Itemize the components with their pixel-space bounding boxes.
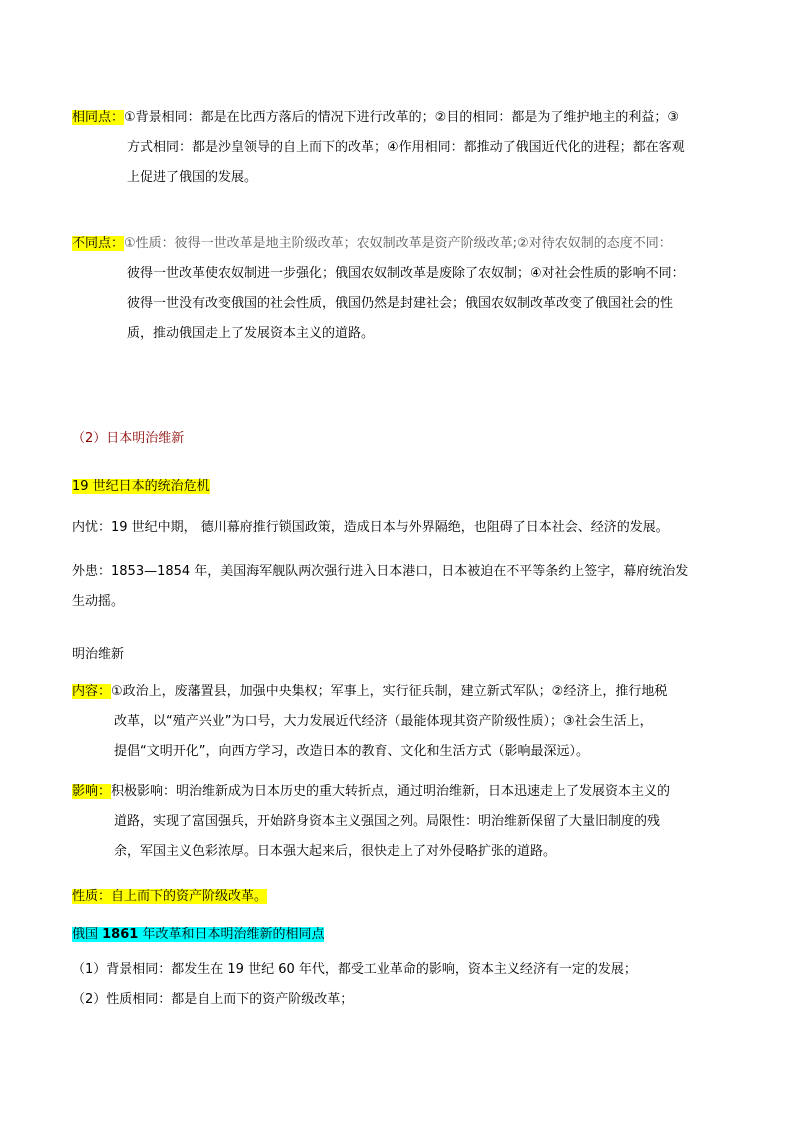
compare-heading: 俄国 1861 年改革和日本明治维新的相同点 bbox=[72, 927, 325, 942]
differences-line-2: 彼得一世改革使农奴制进一步强化；俄国农奴制改革是废除了农奴制；④对社会性质的影响不同： bbox=[127, 266, 685, 281]
crisis-heading: 19 世纪日本的统治危机 bbox=[72, 479, 210, 494]
section-title-meiji: （2）日本明治维新 bbox=[72, 431, 185, 446]
content-label: 内容： bbox=[72, 684, 112, 699]
similarities-line-2: 方式相同：都是沙皇领导的自上而下的改革；④作用相同：都推动了俄国近代化的进程；都在客观 bbox=[127, 140, 685, 155]
crisis-external-line-1: 外患：1853—1854 年，美国海军舰队两次强行进入日本港口，日本被迫在不平等条约上签字，幕府统治发 bbox=[72, 564, 689, 579]
similarities-paragraph bbox=[72, 103, 732, 193]
meiji-impact-first-line bbox=[72, 784, 670, 799]
differences-paragraph bbox=[72, 229, 732, 349]
similarities-label: 相同点 bbox=[72, 110, 112, 125]
meiji-impact-paragraph bbox=[72, 777, 732, 867]
compare-heading-row bbox=[72, 922, 732, 948]
meiji-content-first-line bbox=[72, 684, 667, 699]
differences-line-4: 质，推动俄国走上了发展资本主义的道路。 bbox=[127, 326, 375, 341]
similarities-line-1: ①背景相同：都是在比西方落后的情况下进行改革的；②目的相同：都是为了维护地主的利益；③ bbox=[124, 110, 679, 125]
meiji-nature: 性质：自上而下的资产阶级改革。 bbox=[72, 889, 268, 904]
meiji-impact-line-1: 积极影响：明治维新成为日本历史的重大转折点，通过明治维新，日本迅速走上了发展资本主义的 bbox=[111, 784, 671, 799]
similarities-first-line: 相同点：①背景相同：都是在比西方落后的情况下进行改革的；②目的相同：都是为了维护地主的利益；③ bbox=[72, 110, 679, 125]
meiji-content-line-1: ①政治上，废藩置县，加强中央集权；军事上，实行征兵制，建立新式军队；②经济上，推行地税 bbox=[111, 684, 668, 699]
impact-label: 影响： bbox=[72, 784, 112, 799]
differences-line-1: ①性质：彼得一世改革是地主阶级改革；农奴制改革是资产阶级改革;②对待农奴制的态度不同： bbox=[124, 236, 672, 251]
meiji-impact-line-2: 道路，实现了富国强兵，开始跻身资本主义强国之列。局限性：明治维新保留了大量旧制度的残 bbox=[114, 814, 661, 829]
crisis-heading-row bbox=[72, 474, 732, 500]
similarities-line-3: 上促进了俄国的发展。 bbox=[127, 170, 258, 185]
meiji-impact-line-3: 余，军国主义色彩浓厚。日本强大起来后，很快走上了对外侵略扩张的道路。 bbox=[114, 844, 557, 859]
meiji-nature-row bbox=[72, 884, 732, 910]
differences-first-line: 不同点：①性质：彼得一世改革是地主阶级改革；农奴制改革是资产阶级改革;②对待农奴制的态度不同： bbox=[72, 236, 672, 251]
meiji-content-line-2: 改革，以“殖产兴业”为口号，大力发展近代经济（最能体现其资产阶级性质）；③社会生活上， bbox=[114, 714, 653, 729]
differences-line-3: 彼得一世没有改变俄国的社会性质，俄国仍然是封建社会；俄国农奴制改革改变了俄国社会的性 bbox=[127, 296, 674, 311]
compare-list bbox=[72, 955, 732, 1015]
crisis-internal: 内忧：19 世纪中期， 德川幕府推行锁国政策，造成日本与外界隔绝，也阻碍了日本社会、经济的发展。 bbox=[72, 520, 669, 535]
meiji-heading: 明治维新 bbox=[72, 647, 125, 662]
meiji-content-line-3: 提倡“文明开化”，向西方学习，改造日本的教育、文化和生活方式（影响最深远）。 bbox=[114, 744, 589, 759]
compare-item-1: （1）背景相同：都发生在 19 世纪 60 年代，都受工业革命的影响，资本主义经济有一定的发展； bbox=[72, 962, 637, 977]
crisis-external-line-2: 生动摇。 bbox=[72, 594, 125, 609]
compare-item-2: （2）性质相同：都是自上而下的资产阶级改革； bbox=[72, 992, 354, 1007]
differences-label: 不同点 bbox=[72, 236, 112, 251]
compare-heading-year: 1861 bbox=[102, 927, 139, 942]
meiji-content-paragraph bbox=[72, 677, 732, 767]
crisis-external bbox=[72, 557, 732, 617]
